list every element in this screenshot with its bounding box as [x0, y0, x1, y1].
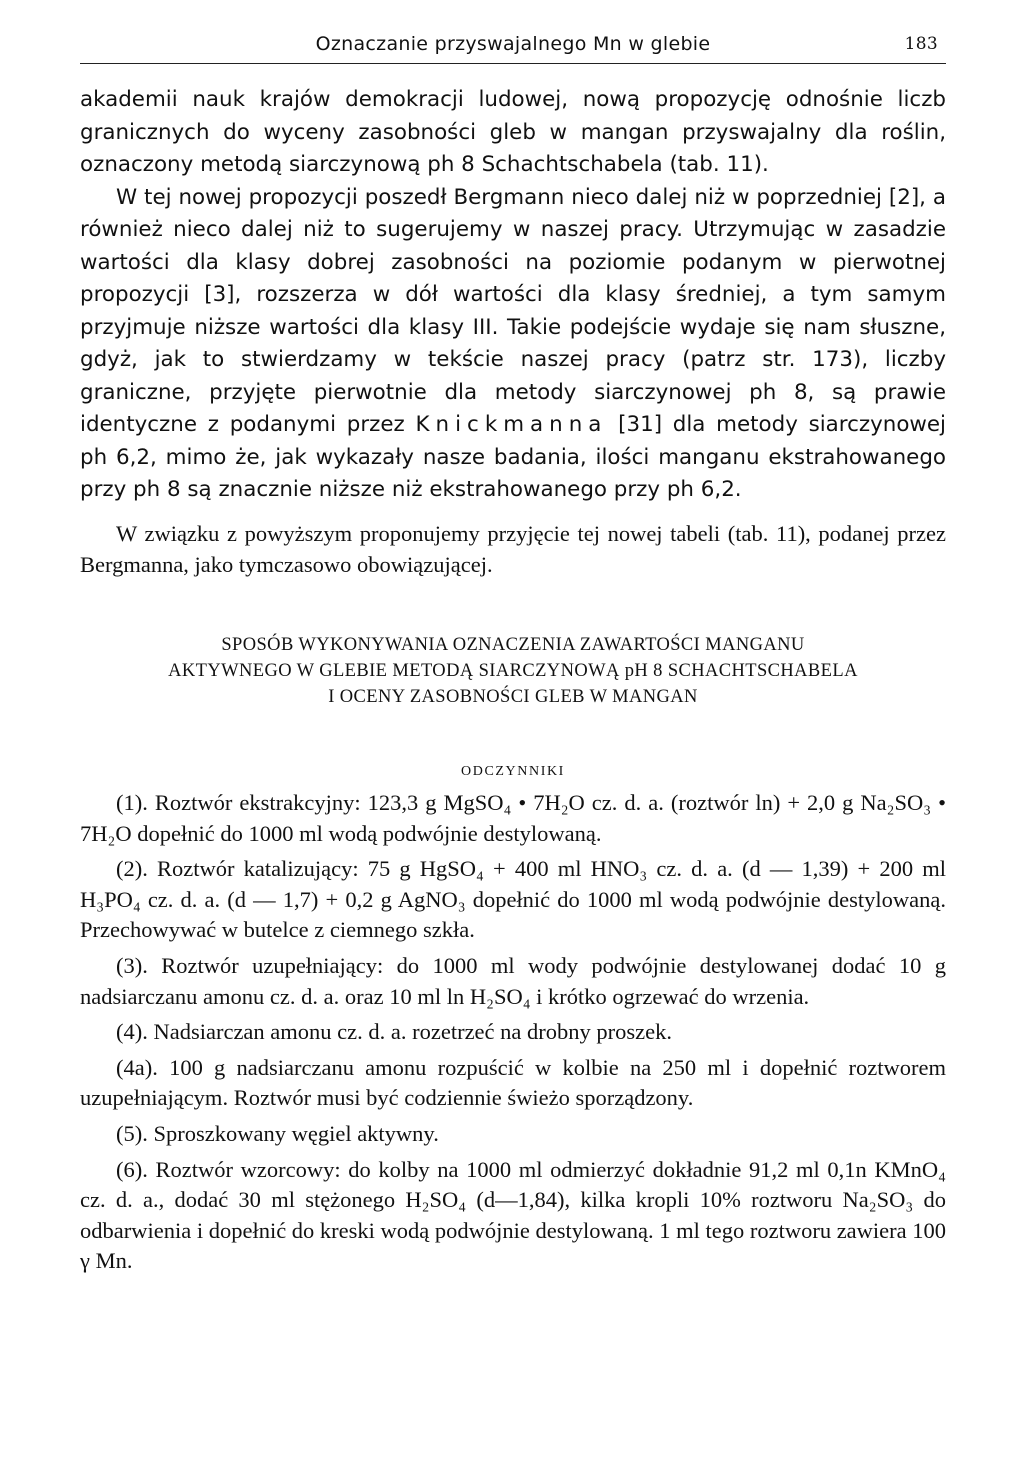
section-heading-line-1: SPOSÓB WYKONYWANIA OZNACZENIA ZAWARTOŚCI MANGANU	[221, 635, 805, 655]
reagents-subheading: ODCZYNNIKI	[461, 764, 565, 779]
running-header	[80, 30, 946, 64]
reagent-item-4: (4). Nadsiarczan amonu cz. d. a. rozetrzeć na drobny proszek.	[116, 1019, 672, 1045]
closing-paragraph: W związku z powyższym proponujemy przyjęcie tej nowej tabeli (tab. 11), podanej przez Bergmanna, jako tymczasowo obowiązującej.	[80, 521, 946, 578]
document-page	[80, 0, 946, 1477]
reagent-item-4a: (4a). 100 g nadsiarczanu amonu rozpuścić w kolbie na 250 ml i dopełnić roztworem uzupełniającym. Roztwór musi być codziennie świeżo sporządzony.	[80, 1054, 946, 1111]
reagent-item-5: (5). Sproszkowany węgiel aktywny.	[116, 1120, 439, 1146]
intro-paragraph-2-start: W tej nowej propozycji poszedł Bergmann nieco dalej niż w poprzedniej [2], a również nieco dalej niż to sugerujemy w naszej pracy. Utrzymując w zasadzie wartości dla klasy dobrej zasobności na poziomie podanym w pierwotnej propozycji [3], rozszerza w dół wartości dla klasy średniej, a tym samym przyjmuje niższe wartości dla klasy III. Takie podejście wydaje się nam słuszne, gdyż, jak to stwierdzamy w tekście naszej pracy (patrz str. 173), liczby graniczne, przyjęte pierwotnie dla metody siarczynowej ph 8, są prawie identyczne z podanymi przez	[80, 184, 946, 437]
reagent-item-6: (6). Roztwór wzorcowy: do kolby na 1000 ml odmierzyć dokładnie 91,2 ml 0,1n KMnO₄ cz. d. a., dodać 30 ml stężonego H₂SO₄ (d—1,84), kilka kropli 10% roztworu Na₂SO₃ do odbarwienia i dopełnić do kreski wodą podwójnie destylowaną. 1 ml tego roztworu zawiera 100 γ Mn.	[80, 1156, 947, 1274]
reagent-item-3: (3). Roztwór uzupełniający: do 1000 ml wody podwójnie destylowanej dodać 10 g nadsiarczanu amonu cz. d. a. oraz 10 ml ln H₂SO₄ i krótko ogrzewać do wrzenia.	[80, 952, 946, 1009]
section-heading-line-3: I OCENY ZASOBNOŚCI GLEB W MANGAN	[328, 687, 698, 707]
running-title: Oznaczanie przyswajalnego Mn w glebie	[315, 33, 711, 55]
intro-paragraph-2	[80, 182, 946, 507]
closing-text	[80, 518, 946, 580]
section-heading-line-2: AKTYWNEGO W GLEBIE METODĄ SIARCZYNOWĄ pH 8 SCHACHTSCHABELA	[168, 661, 858, 681]
intro-paragraph-1: akademii nauk krajów demokracji ludowej, nową propozycję odnośnie liczb granicznych do wyceny zasobności gleb w mangan przyswajalny dla roślin, oznaczony metodą siarczynową ph 8 Schachtschabela (tab. 11).	[80, 87, 946, 177]
intro-text	[80, 84, 946, 507]
header-rule	[80, 63, 946, 64]
author-knickmann: Knickmanna	[415, 412, 608, 437]
section-heading	[80, 632, 946, 710]
page-number: 183	[904, 34, 938, 54]
reagent-item-1: (1). Roztwór ekstrakcyjny: 123,3 g MgSO₄ • 7H₂O cz. d. a. (roztwór ln) + 2,0 g Na₂SO₃ • 7H₂O dopełnić do 1000 ml wodą podwójnie destylowaną.	[80, 790, 946, 846]
intro-paragraph-2-end: [31] dla metody siarczynowej ph 6,2, mimo że, jak wykazały nasze badania, ilości manganu ekstrahowanego przy ph 8 są znacznie niższe niż ekstrahowanego przy ph 6,2.	[80, 412, 946, 502]
reagents-list	[80, 788, 946, 1277]
reagent-item-2: (2). Roztwór katalizujący: 75 g HgSO₄ + 400 ml HNO₃ cz. d. a. (d — 1,39) + 200 ml H₃PO₄ cz. d. a. (d — 1,7) + 0,2 g AgNO₃ dopełnić do 1000 ml wodą podwójnie destylowaną. Przechowywać w butelce z ciemnego szkła.	[80, 856, 946, 943]
